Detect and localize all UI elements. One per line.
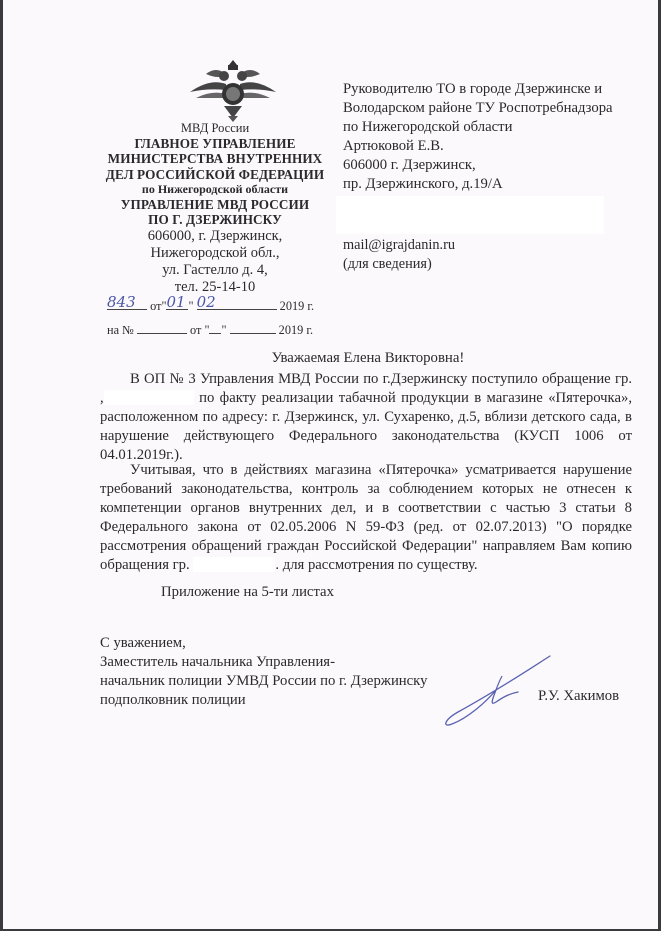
addressee-line: пр. Дзержинского, д.19/А <box>343 176 503 192</box>
address-line: ул. Гастелло д. 4, <box>162 262 268 278</box>
letterhead-address <box>90 228 340 296</box>
letterhead-title-1: ГЛАВНОЕ УПРАВЛЕНИЕ <box>134 136 296 152</box>
day-value: 01 <box>166 293 186 311</box>
signer-name: Р.У. Хакимов <box>538 688 620 704</box>
para1-rest: по факту реализации табачной продукции в магазине «Пятерочка», расположенном по адресу: г. Дзержинск, ул. Сухаренко, д.5, вблизи детского сада, в нарушение действующего Федерального законодательства (КУСП 1006 от 04.01.2019г.). <box>100 390 633 463</box>
addressee-line: Руководителю ТО в городе Дзержинске и <box>343 81 603 97</box>
cc-note: (для сведения) <box>343 256 432 272</box>
redacted-block <box>336 196 604 234</box>
letterhead-title-3: ДЕЛ РОССИЙСКОЙ ФЕДЕРАЦИИ <box>105 166 325 182</box>
addressee-line: Володарском районе ТУ Роспотребнадзора <box>343 100 613 116</box>
paragraph-2 <box>100 461 632 575</box>
para2-start: Учитывая, что в действиях магазина «Пятерочка» усматривается нарушение требований законодательства, контроль за соблюдением которых не отнесен к компетенции органов внутренних дел, и в соответствии с частью 3 статьи 8 Федерального закона от 02.05.2006 N 59-ФЗ (ред. от 02.07.2013) "О порядке рассмотрения обращений граждан Российской Федерации" направляем Вам копию обращения гр. <box>100 462 632 573</box>
scan-border-left <box>0 0 3 931</box>
from-label: от <box>150 299 162 313</box>
reply-from: от " <box>190 323 210 337</box>
signoff-line: С уважением, <box>100 635 186 651</box>
reply-prefix: на № <box>107 323 134 337</box>
letterhead-title-2: МИНИСТЕРСТВА ВНУТРЕННИХ <box>107 151 323 167</box>
month-field <box>196 293 277 311</box>
outgoing-number: 843 <box>107 293 136 311</box>
reply-day-field <box>209 320 221 334</box>
letterhead-dept-1: УПРАВЛЕНИЕ МВД РОССИИ <box>120 197 310 213</box>
reply-year: 2019 г. <box>278 323 314 337</box>
letterhead-region: по Нижегородской области <box>141 181 289 196</box>
signoff-line: подполковник полиции <box>100 692 246 708</box>
salutation: Уважаемая Елена Викторовна! <box>271 350 465 366</box>
signoff-line: Заместитель начальника Управления- <box>100 654 335 670</box>
month-value: 02 <box>196 293 216 311</box>
letterhead-dept-2: ПО Г. ДЗЕРЖИНСКУ <box>148 212 282 228</box>
reply-number-field <box>137 320 187 334</box>
reply-month-field <box>230 320 276 334</box>
redacted-name <box>104 390 194 405</box>
paragraph-1 <box>100 370 632 465</box>
reply-registration <box>107 320 313 338</box>
addressee-line: 606000 г. Дзержинск, <box>343 157 476 173</box>
address-line: Нижегородской обл., <box>150 245 280 261</box>
cc-email: mail@igrajdanin.ru <box>343 237 456 253</box>
para1-start: В ОП № 3 Управления МВД России по г.Дзержинску поступило обращение гр. , <box>100 371 632 406</box>
mvd-eagle-emblem-icon <box>188 58 278 124</box>
addressee-line: по Нижегородской области <box>343 119 513 135</box>
redacted-name <box>193 557 275 572</box>
day-field <box>166 293 188 311</box>
signoff-block <box>100 634 427 710</box>
letterhead <box>90 121 340 227</box>
addressee-block <box>343 80 613 194</box>
year-value: 2019 г. <box>279 299 315 313</box>
reply-quote: " <box>221 323 227 337</box>
para2-rest: . для рассмотрения по существу. <box>275 557 478 573</box>
cc-block <box>343 236 455 274</box>
addressee-line: Артюковой Е.В. <box>343 138 444 154</box>
outgoing-number-field <box>107 293 147 311</box>
appendix-note: Приложение на 5-ти листах <box>161 584 334 600</box>
signoff-line: начальник полиции УМВД России по г. Дзержинску <box>100 673 428 689</box>
address-line: 606000, г. Дзержинск, <box>147 228 283 244</box>
outgoing-registration: 843 от" 01 " 02 2019 г. <box>107 293 315 313</box>
address-line: тел. 25-14-10 <box>174 279 256 295</box>
ministry-short: МВД России <box>180 121 250 135</box>
